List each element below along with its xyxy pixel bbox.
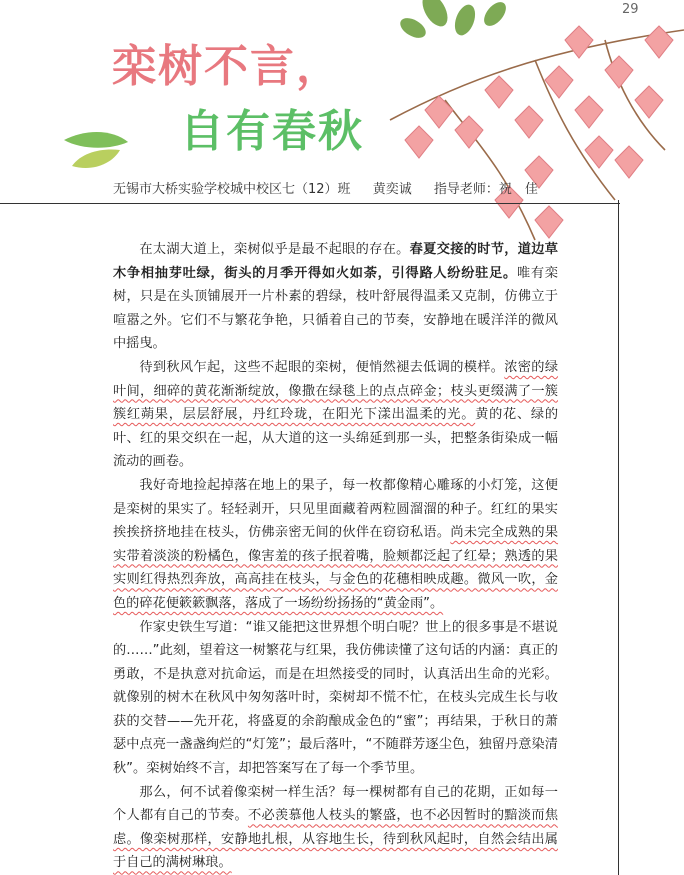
text-run-underlined: 不必羡慕他人枝头的繁盛，也不必因暂时的黯淡而焦虑。像栾树那样，安静地扎根，从容地生长，待到秋风起时，自然会结出属于自己的满树琳琅。 — [113, 808, 559, 871]
text-run: 待到秋风乍起，这些不起眼的栾树，便悄然褪去低调的模样。 — [139, 359, 505, 375]
article-title-line-2: 自有春秋 — [180, 106, 364, 157]
text-run: 在太湖大道上，栾树似乎是最不起眼的存在。 — [139, 242, 410, 257]
article-title-line-1: 栾树不言， — [112, 41, 342, 92]
byline — [113, 178, 556, 197]
text-run: 黄的花、绿的叶、红的果交织在一起，从大道的这一头绵延到那一头，把整条街染成一幅流动的画卷。 — [113, 407, 559, 470]
paragraph-5 — [113, 781, 558, 875]
paragraph-2 — [113, 356, 558, 474]
article-body — [113, 238, 558, 875]
column-divider — [618, 200, 619, 875]
paragraph-4 — [113, 616, 558, 781]
byline-teacher: 指导老师：祝 佳 — [433, 182, 538, 197]
text-run-bold: 春夏交接的时节，道边草木争相抽芽吐绿，街头的月季开得如火如荼，引得路人纷纷驻足。 — [113, 242, 558, 281]
text-run: 我好奇地捡起掉落在地上的果子，每一枚都像精心雕琢的小灯笼，这便是栾树的果实了。轻轻剥开，只见里面藏着两粒圆溜溜的种子。红红的果实挨挨挤挤地挂在枝头，仿佛亲密无间的伙伴在窃窃私语。 — [113, 477, 558, 541]
text-run: 那么，何不试着像栾树一样生活？每一棵树都有自己的花期，正如每一个人都有自己的节奏。 — [113, 784, 558, 824]
page-number: 29 — [622, 2, 639, 17]
text-run: 作家史铁生写道：“谁又能把这世界想个明白呢？世上的很多事是不堪说的……”此刻，望着这一树繁花与红果，我仿佛读懂了这句话的内涵：真正的勇敢，不是执意对抗命运，而是在坦然接受的同时，认真活出生命的光彩。就像别的树木在秋风中匆匆落叶时，栾树却不慌不忙，在枝头完成生长与收获的交替——先开花，将盛夏的余韵酿成金色的“蜜”；再结果，于秋日的萧瑟中点亮一盏盏绚烂的“灯笼”；最后落叶，“不随群芳逐尘色，独留丹意染清秋”。栾树始终不言，却把答案写在了每一个季节里。 — [113, 619, 558, 777]
header-divider — [0, 203, 620, 204]
byline-school: 无锡市大桥实验学校城中校区七（12）班 — [113, 182, 351, 197]
paragraph-1 — [113, 238, 558, 356]
paragraph-3 — [113, 474, 558, 616]
text-run-underlined: 浓密的绿叶间，细碎的黄花渐渐绽放，像撒在绿毯上的点点碎金；枝头更缀满了一簇簇红蒴果，层层舒展，丹红玲珑，在阳光下漾出温柔的光。 — [113, 359, 559, 423]
green-leaf-icon — [62, 128, 132, 178]
byline-author: 黄奕诚 — [372, 182, 412, 197]
text-run-underlined: 尚未完全成熟的果实带着淡淡的粉橘色，像害羞的孩子抿着嘴，脸颊都泛起了红晕；熟透的果实则红得热烈奔放，高高挂在枝头，与金色的花穗相映成趣。微风一吹，金色的碎花便簌簌飘落，落成了一场纷纷扬扬的“黄金雨”。 — [113, 525, 559, 611]
text-run: 唯有栾树，只是在头顶铺展开一片朴素的碧绿，枝叶舒展得温柔又克制，仿佛立于喧嚣之外。它们不与繁花争艳，只循着自己的节奏，安静地在暖洋洋的微风中摇曳。 — [113, 265, 558, 352]
